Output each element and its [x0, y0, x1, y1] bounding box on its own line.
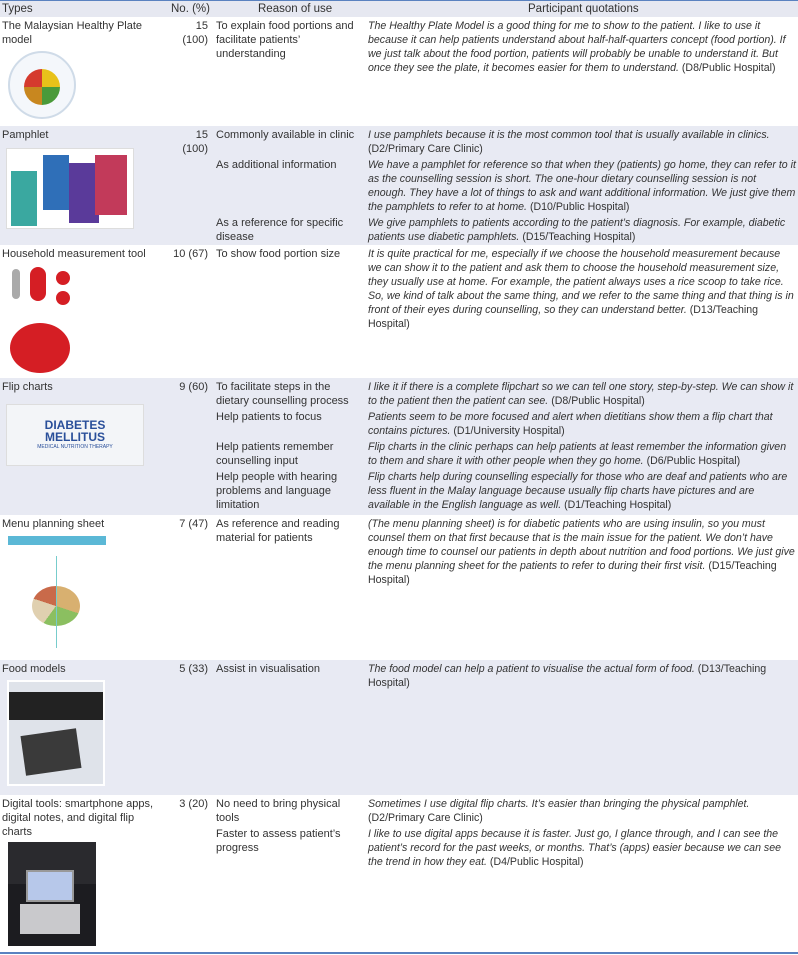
reason: Help people with hearing problems and language limitation [216, 471, 338, 511]
count: 7 (47) [179, 518, 208, 530]
reason: To show food portion size [216, 248, 341, 260]
header-quotes: Participant quotations [528, 3, 639, 15]
reason: To facilitate steps in the dietary counselling process [216, 381, 349, 407]
laptop-image [8, 842, 96, 946]
quote: Patients seem to be more focused and alert when dietitians show them a flip chart that contains pictures. (D1/University Hospital) [368, 411, 773, 437]
table-row [0, 795, 798, 952]
type-label: Household measurement tool [2, 248, 146, 260]
count: 9 (60) [179, 381, 208, 393]
quote: We give pamphlets to patients according to the patient’s diagnosis. For example, diabetic patients use diabetic pamphlets. (D15/Teaching Hospital) [368, 217, 786, 243]
count: 15 (100) [182, 20, 208, 46]
type-label: Menu planning sheet [2, 518, 105, 530]
healthy-plate-image [8, 51, 76, 119]
type-label: The Malaysian Healthy Plate model [2, 20, 143, 46]
reason: To explain food portions and facilitate patients’ understanding [216, 20, 354, 60]
quote: I like to use digital apps because it is faster. Just go, I glance through, and I can see the patient’s record for the past weeks, or months. That’s (apps) easier because we can see the trend in how they eat. (D4/Public Hospital) [368, 828, 781, 868]
type-label: Flip charts [2, 381, 53, 393]
type-label: Food models [2, 663, 66, 675]
header-reason: Reason of use [258, 3, 333, 15]
quote: The food model can help a patient to visualise the actual form of food. (D13/Teaching Hospital) [368, 663, 767, 689]
count: 3 (20) [179, 798, 208, 810]
table-row [0, 17, 798, 126]
count: 10 (67) [173, 248, 208, 260]
quote: Sometimes I use digital flip charts. It’s easier than bringing the physical pamphlet. (D2/Primary Care Clinic) [368, 798, 750, 824]
table-row [0, 126, 798, 245]
reason: Assist in visualisation [216, 663, 320, 675]
reason: As additional information [216, 159, 337, 171]
reason: No need to bring physical tools [216, 798, 341, 824]
table-bottom-rule [0, 952, 798, 954]
reason: Help patients to focus [216, 411, 322, 423]
quote: I like it if there is a complete flipchart so we can tell one story, step-by-step. We can show it to the patient then the patient can see. (D8/Public Hospital) [368, 381, 794, 407]
quote: The Healthy Plate Model is a good thing for me to show to the patient. I like to use it because it can help patients understand about half-half-quarters concept (food portion). If we just talk about the food portion, patients will probably be unable to understand it. But once they see the plate, it becomes easier for them to understand. (D8/Public Hospital) [368, 20, 786, 74]
reason: Faster to assess patient’s progress [216, 828, 341, 854]
reason: As a reference for specific disease [216, 217, 344, 243]
header-types: Types [2, 3, 33, 15]
type-label: Pamphlet [2, 129, 49, 141]
reason: As reference and reading material for patients [216, 518, 340, 544]
pamphlet-image [6, 148, 134, 229]
quote: I use pamphlets because it is the most common tool that is usually available in clinics. (D2/Primary Care Clinic) [368, 129, 770, 155]
table-row [0, 515, 798, 660]
reason: Help patients remember counselling input [216, 441, 334, 467]
table-row [0, 245, 798, 378]
table-row [0, 378, 798, 515]
quote: It is quite practical for me, especially if we choose the household measurement because we can show it to the patient and ask them to choose the household measurement size, they usually use at home. For example, the patient always uses a rice scoop to take rice. So, we kind of talk about the same thing, and we refer to the same thing and that thing is in front of their eyes during counselling, so they can understand better. (D13/Teaching Hospital) [368, 248, 794, 330]
quote: We have a pamphlet for reference so that when they (patients) go home, they can refer to it as the counselling session is short. The one-hour dietary counselling session is not enough. They have a lot of things to ask and want additional information. We just give them the pamphlets to refer to at home. (D10/Public Hospital) [368, 159, 796, 213]
header-no: No. (%) [171, 3, 210, 15]
table-row [0, 660, 798, 795]
type-label: Digital tools: smartphone apps, digital notes, and digital flip charts [2, 798, 154, 838]
count: 5 (33) [179, 663, 208, 675]
flip-chart-image: DIABETES MELLITUS MEDICAL NUTRITION THERAPY [6, 404, 144, 466]
quote: (The menu planning sheet) is for diabetic patients who are using insulin, so you must counsel them on that first because that is the main issue for the patient. We don’t have enough time to counsel our patients in depth about nutrition and food portions. We just give the menu planning sheet for the patients to refer to during their first visit. (D15/Teaching Hospital) [368, 518, 795, 586]
household-measurement-image [6, 265, 76, 373]
menu-planning-sheet-image [8, 536, 106, 652]
reason: Commonly available in clinic [216, 129, 355, 141]
quote: Flip charts in the clinic perhaps can help patients at least remember the information given to them and share it with other people when they go home. (D6/Public Hospital) [368, 441, 787, 467]
count: 15 (100) [182, 129, 208, 155]
table-header [0, 0, 798, 17]
quote: Flip charts help during counselling especially for those who are deaf and patients who are less fluent in the Malay language because usually flip charts have pictures and are available in the English language as well. (D1/Teaching Hospital) [368, 471, 788, 511]
food-model-image [7, 680, 105, 786]
